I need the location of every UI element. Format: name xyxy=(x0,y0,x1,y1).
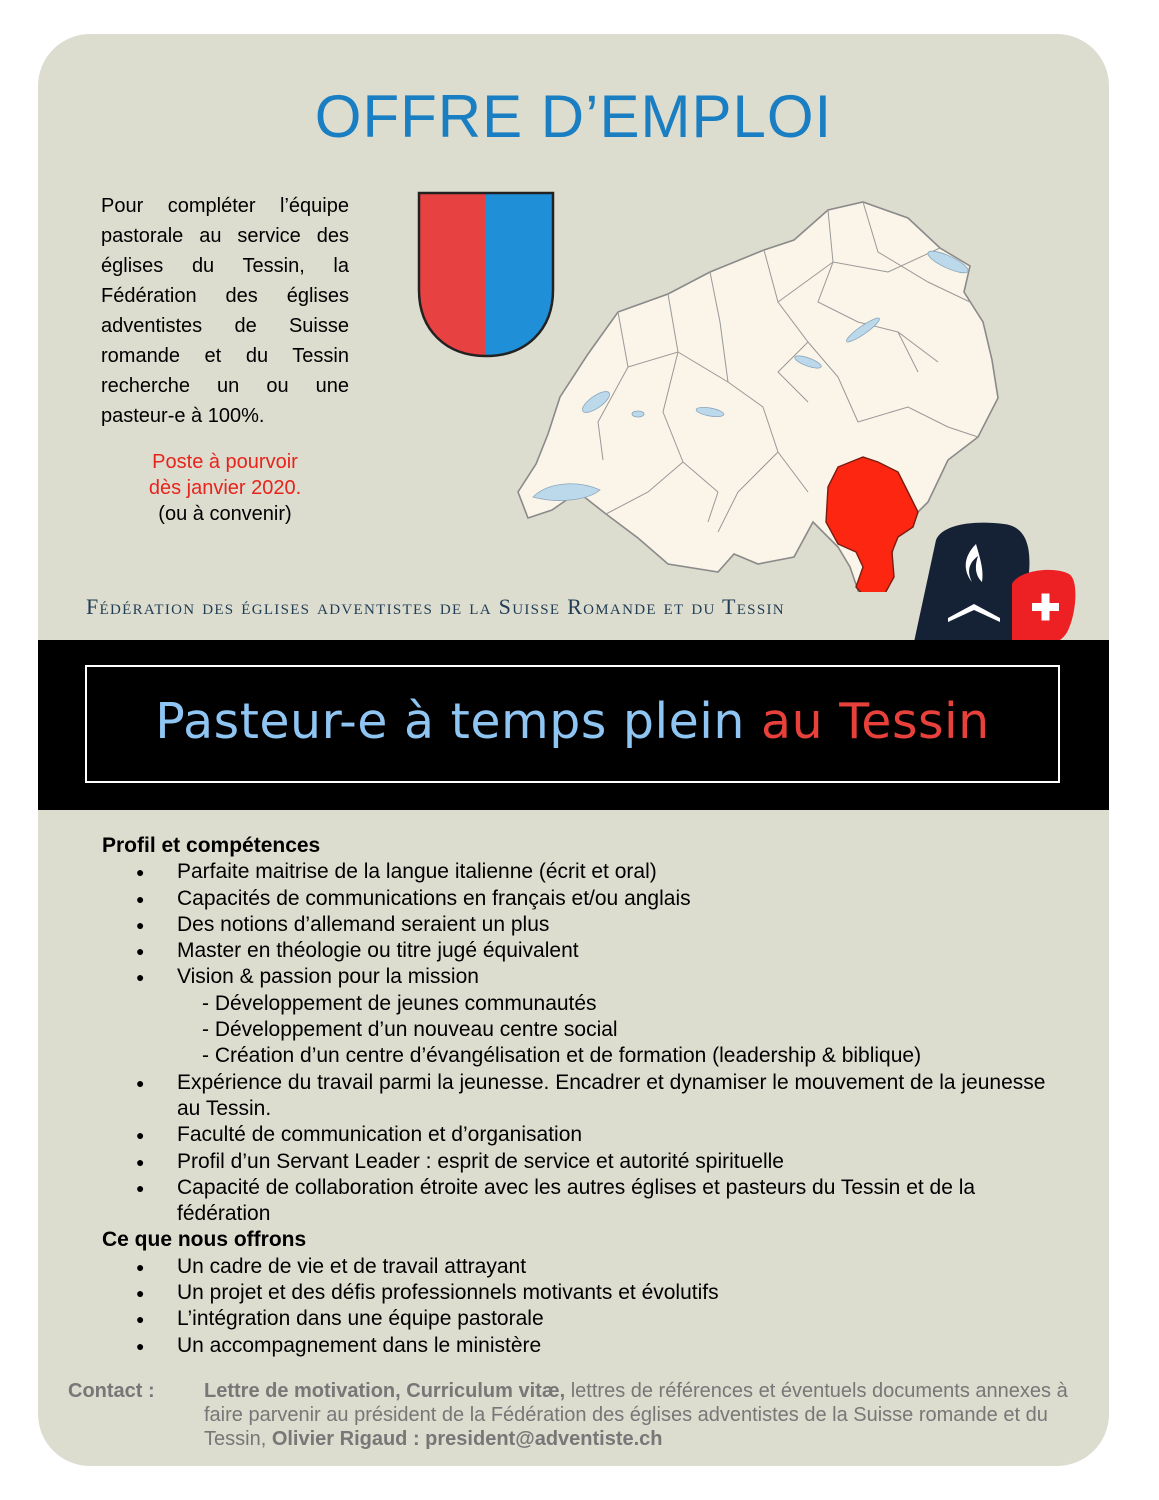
list-item-text: Des notions d’allemand seraient un plus xyxy=(177,912,550,936)
list-item xyxy=(102,1070,1062,1123)
page-title: OFFRE D’EMPLOI xyxy=(314,83,833,150)
list-item-text: Expérience du travail parmi la jeunesse. Encadrer et dynamiser le mouvement de la jeunesse au Tessin. xyxy=(177,1070,1046,1120)
list-item xyxy=(102,938,1062,964)
bullet-icon: ● xyxy=(136,1258,145,1275)
list-item-text: Capacités de communications en français et/ou anglais xyxy=(177,886,691,910)
sub-item: - Création d’un centre d’évangélisation et de formation (leadership & biblique) xyxy=(202,1044,922,1068)
notice-line-2: dès janvier 2020. xyxy=(148,477,302,499)
adventist-swiss-logo-icon xyxy=(914,522,1079,642)
list-item-text: Profil d’un Servant Leader : esprit de service et autorité spirituelle xyxy=(177,1149,784,1173)
intro-paragraph: Pour compléter l’équipe pastorale au service des églises du Tessin, la Fédération des églises adventistes de Suisse romande et du Tessin recherche un ou une pasteur-e à 100%. xyxy=(101,195,349,427)
contact-documents: Lettre de motivation, Curriculum vitæ, xyxy=(204,1380,566,1402)
contact-block xyxy=(68,1379,1088,1451)
list-item-text: Faculté de communication et d’organisation xyxy=(177,1123,583,1147)
federation-banner: Fédération des églises adventistes de la Suisse Romande et du Tessin xyxy=(86,594,785,619)
list-item-text: Master en théologie ou titre jugé équivalent xyxy=(177,939,579,963)
offer-list xyxy=(102,1254,1062,1359)
bullet-icon: ● xyxy=(136,1285,145,1302)
sub-item: - Développement de jeunes communautés xyxy=(202,991,597,1015)
list-item xyxy=(102,964,1062,990)
job-offer-card xyxy=(38,34,1109,1466)
list-item xyxy=(102,1333,1062,1359)
contact-label: Contact : xyxy=(68,1380,155,1402)
offer-heading: Ce que nous offrons xyxy=(102,1228,307,1252)
list-item xyxy=(102,1149,1062,1175)
list-item xyxy=(102,1122,1062,1148)
notice-line-1: Poste à pourvoir xyxy=(152,451,298,473)
job-title xyxy=(155,693,989,750)
profile-list xyxy=(102,859,1062,990)
list-item xyxy=(102,886,1062,912)
job-title-part1: Pasteur-e à temps plein xyxy=(155,693,745,750)
bullet-icon: ● xyxy=(136,1074,145,1091)
profile-heading: Profil et compétences xyxy=(102,834,321,857)
bullet-icon: ● xyxy=(136,943,145,960)
job-title-frame xyxy=(85,665,1060,783)
bullet-icon: ● xyxy=(136,890,145,907)
contact-text xyxy=(204,1379,1088,1451)
job-title-band xyxy=(38,640,1109,810)
list-item-text: Parfaite maitrise de la langue italienne (écrit et oral) xyxy=(177,860,657,884)
contact-instructions: lettres de références et éventuels documents annexes à faire parvenir au président de la Fédération des églises adventistes de la Suisse romande et du Tessin, xyxy=(204,1380,1068,1450)
list-item-text: Un projet et des défis professionnels motivants et évolutifs xyxy=(177,1281,719,1305)
list-item-text: Capacité de collaboration étroite avec les autres églises et pasteurs du Tessin et de la fédération xyxy=(177,1175,976,1226)
profile-list-continued xyxy=(102,1070,1062,1228)
list-item xyxy=(102,1254,1062,1280)
job-description xyxy=(102,833,1062,1359)
list-item xyxy=(102,1175,1062,1228)
list-item-text: Un accompagnement dans le ministère xyxy=(177,1333,542,1357)
list-item xyxy=(102,1306,1062,1332)
contact-email[interactable]: Olivier Rigaud : president@adventiste.ch xyxy=(271,1428,663,1450)
bullet-icon: ● xyxy=(136,1153,145,1170)
list-item-text: L’intégration dans une équipe pastorale xyxy=(177,1307,544,1331)
bullet-icon: ● xyxy=(136,1179,145,1196)
list-item xyxy=(102,1280,1062,1306)
bullet-icon: ● xyxy=(136,864,145,881)
list-item xyxy=(102,912,1062,938)
bullet-icon: ● xyxy=(136,1311,145,1328)
list-item-text: Un cadre de vie et de travail attrayant xyxy=(177,1254,527,1278)
bullet-icon: ● xyxy=(136,916,145,933)
list-item xyxy=(102,859,1062,885)
job-title-part2: au Tessin xyxy=(761,693,990,750)
bullet-icon: ● xyxy=(136,1337,145,1354)
position-notice xyxy=(101,449,349,527)
bullet-icon: ● xyxy=(136,1127,145,1144)
bullet-icon: ● xyxy=(136,969,145,986)
notice-line-3: (ou à convenir) xyxy=(158,503,292,525)
sub-item: - Développement d’un nouveau centre social xyxy=(202,1018,618,1042)
list-item-text: Vision & passion pour la mission xyxy=(177,965,479,989)
